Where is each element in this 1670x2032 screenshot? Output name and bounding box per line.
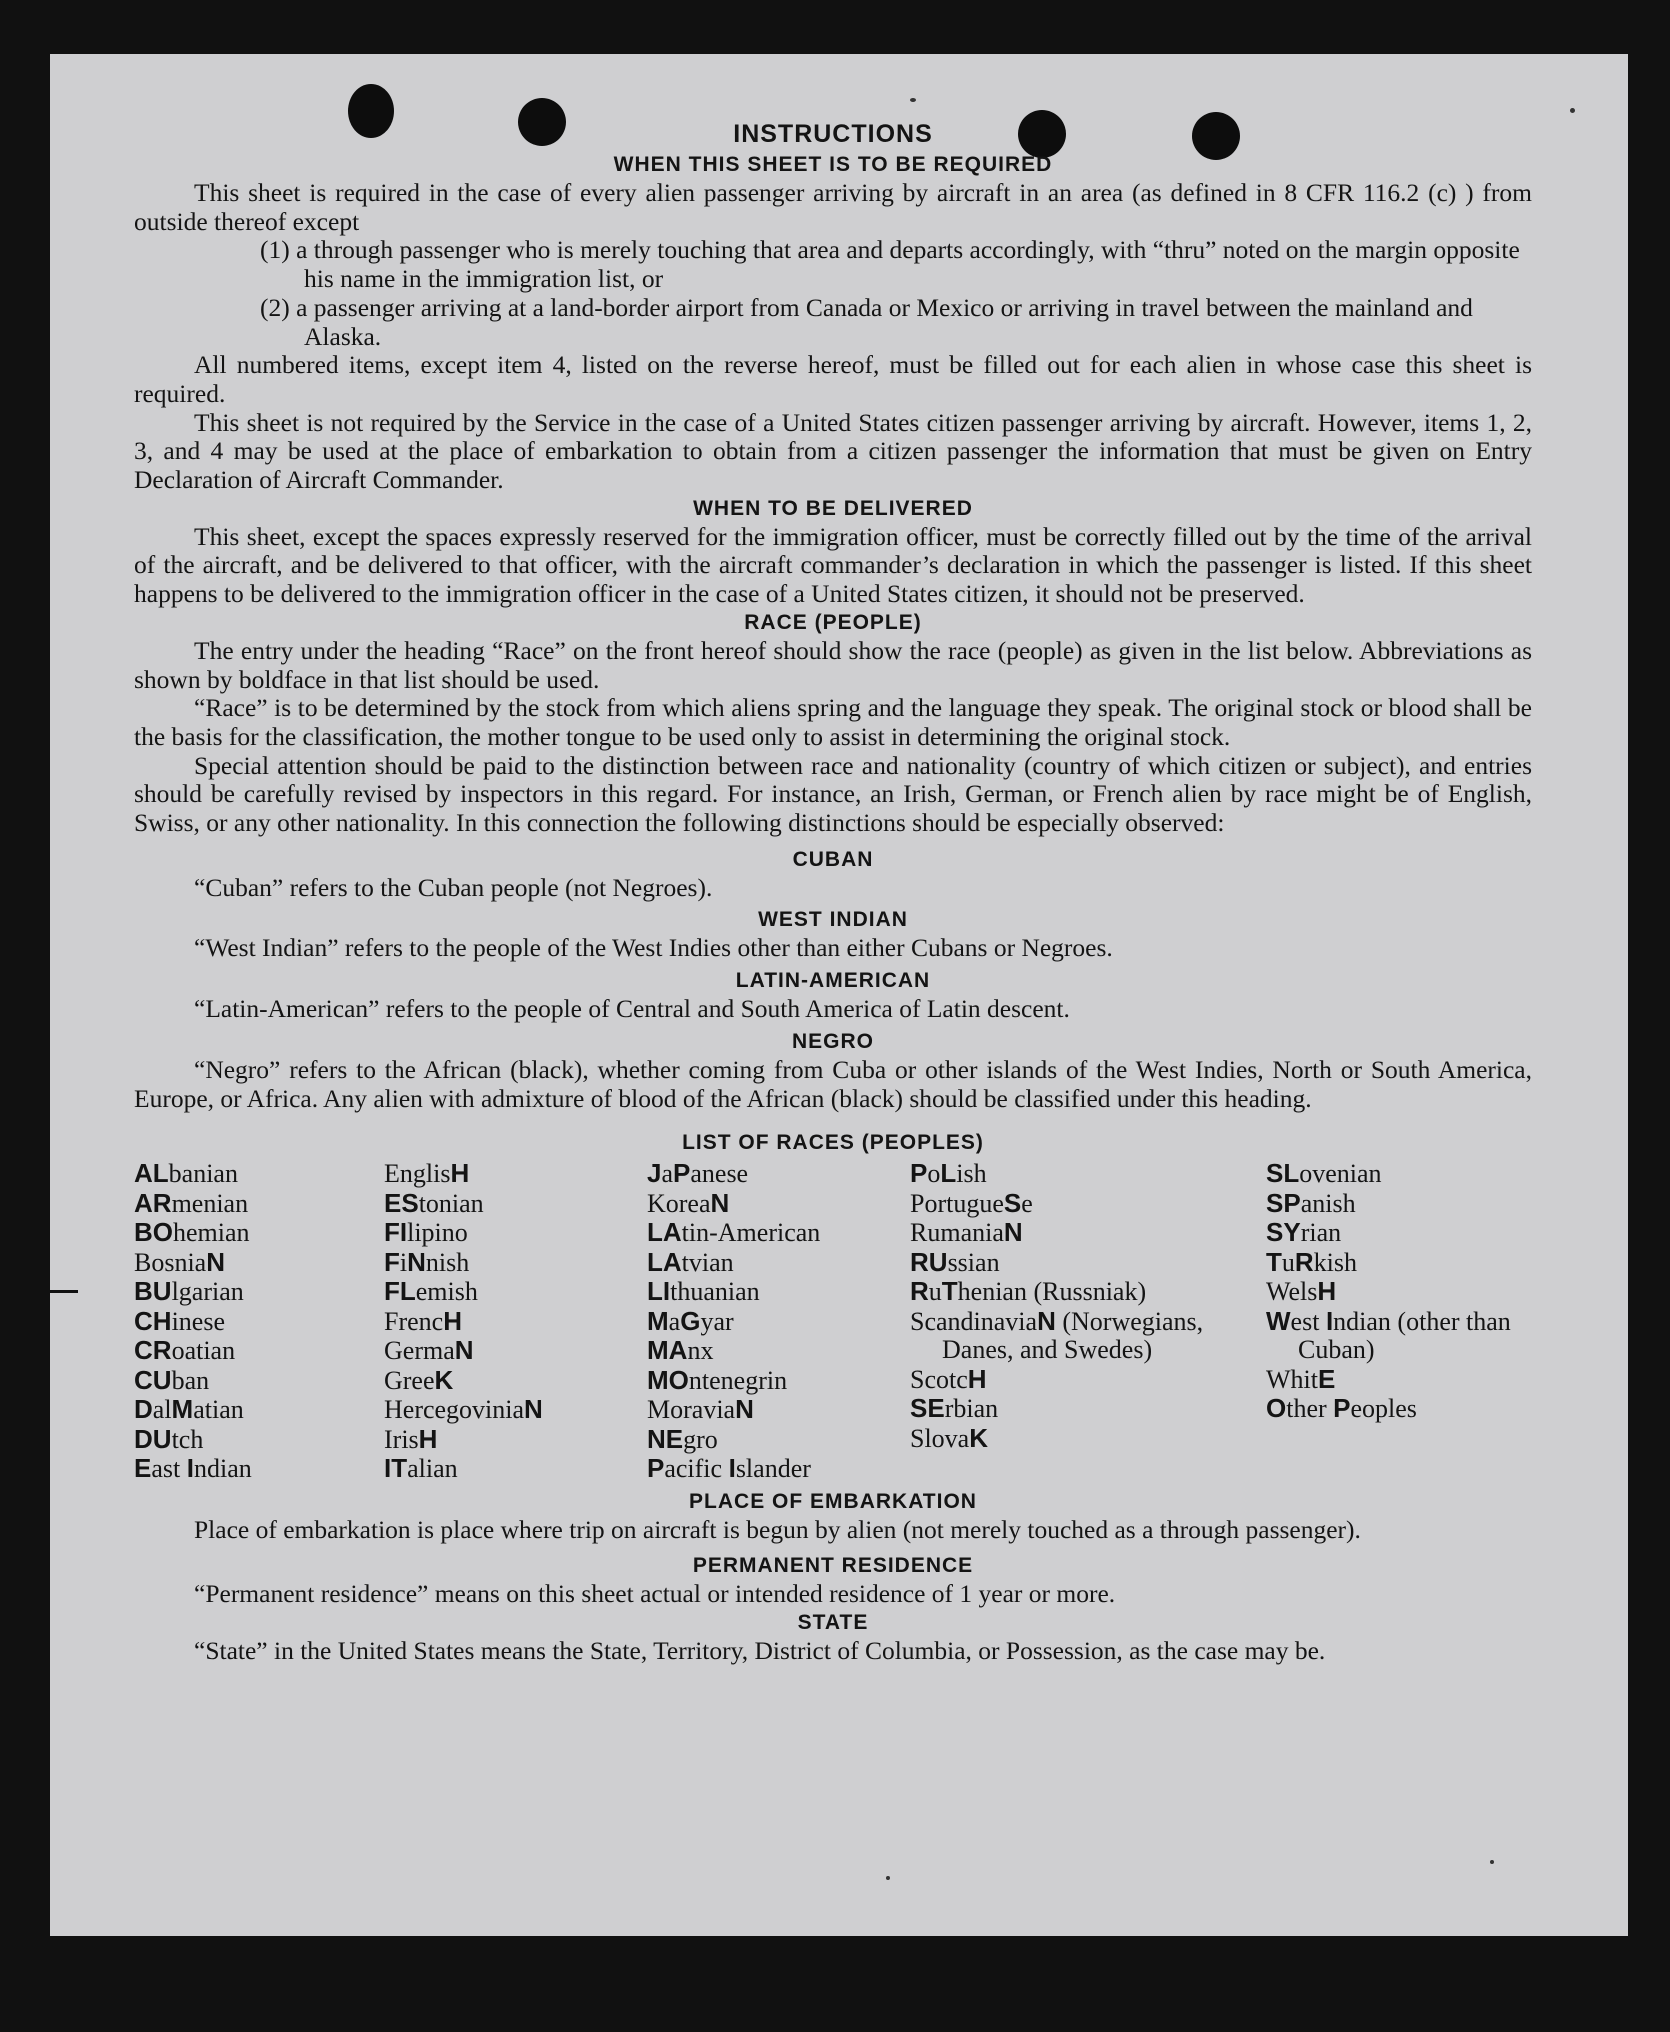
race-list-column xyxy=(910,1159,1266,1484)
race-entry: BosniaN xyxy=(134,1246,226,1277)
race-entry: MoraviaN xyxy=(647,1394,754,1425)
required-paragraph-3: This sheet is not required by the Service in the case of a United States citizen passenger arriving by aircraft. However, items 1, 2, 3, and 4 may be used at the place of embarkation to obtain from a citizen passenger the information that must be given on Entry Declaration of Aircraft Commander. xyxy=(134,407,1532,495)
section-heading-latin-american: LATIN-AMERICAN xyxy=(735,969,931,993)
race-entry: SLovenian xyxy=(1266,1158,1382,1189)
race-entry: ScandinaviaN (Norwegians, Danes, and Swedes) xyxy=(910,1305,1204,1365)
race-entry: ITalian xyxy=(384,1453,458,1484)
race-list xyxy=(134,1159,1532,1484)
section-heading-required: WHEN THIS SHEET IS TO BE REQUIRED xyxy=(613,153,1053,176)
race-entry: DUtch xyxy=(134,1423,204,1454)
race-paragraph-1: The entry under the heading “Race” on the front hereof should show the race (people) as given in the list below. Abbreviations as shown by boldface in that list should be used. xyxy=(134,635,1532,694)
race-entry: Pacific Islander xyxy=(647,1453,811,1484)
race-entry: MAnx xyxy=(647,1335,714,1366)
race-entry: East Indian xyxy=(134,1453,252,1484)
race-entry: SYrian xyxy=(1266,1217,1342,1248)
race-entry: HercegoviniaN xyxy=(384,1394,543,1425)
west-indian-definition: “West Indian” refers to the people of the West Indies other than either Cubans or Negroes. xyxy=(194,933,1113,963)
race-entry: JaPanese xyxy=(647,1158,749,1189)
residence-definition: “Permanent residence” means on this sheet actual or intended residence of 1 year or more. xyxy=(194,1579,1116,1609)
race-entry: MOntenegrin xyxy=(647,1364,788,1395)
embarkation-definition: Place of embarkation is place where trip on aircraft is begun by alien (not merely touched as a through passenger). xyxy=(194,1514,1361,1544)
race-entry: RUssian xyxy=(910,1246,1000,1277)
race-entry: West Indian (other than Cuban) xyxy=(1266,1305,1511,1365)
race-entry: CHinese xyxy=(134,1305,225,1336)
instructions-content xyxy=(134,117,1532,1666)
race-entry: PortugueSe xyxy=(910,1187,1033,1218)
race-entry: RuThenian (Russniak) xyxy=(910,1276,1147,1307)
race-entry: FIlipino xyxy=(384,1217,468,1248)
page-title: INSTRUCTIONS xyxy=(733,120,933,148)
race-entry: WhitE xyxy=(1266,1363,1336,1394)
race-list-column xyxy=(1266,1159,1532,1484)
section-heading-state: STATE xyxy=(797,1611,869,1635)
race-entry: FrencH xyxy=(384,1305,462,1336)
race-entry: NEgro xyxy=(647,1423,718,1454)
section-heading-embarkation: PLACE OF EMBARKATION xyxy=(689,1489,977,1513)
race-entry: RumaniaN xyxy=(910,1217,1023,1248)
race-entry: BOhemian xyxy=(134,1217,250,1248)
race-entry: CRoatian xyxy=(134,1335,236,1366)
race-entry: CUban xyxy=(134,1364,210,1395)
section-heading-negro: NEGRO xyxy=(791,1029,874,1053)
race-entry: ScotcH xyxy=(910,1363,987,1394)
race-entry: SPanish xyxy=(1266,1187,1356,1218)
section-heading-cuban: CUBAN xyxy=(792,847,874,871)
race-entry: BUlgarian xyxy=(134,1276,244,1307)
race-entry: LIthuanian xyxy=(647,1276,760,1307)
race-entry: EStonian xyxy=(384,1187,484,1218)
race-entry: SlovaK xyxy=(910,1422,989,1453)
race-entry: ALbanian xyxy=(134,1158,238,1189)
exception-2: (2) a passenger arriving at a land-border airport from Canada or Mexico or arriving in travel between the mainland and Alaska. xyxy=(260,292,1473,351)
required-intro: This sheet is required in the case of every alien passenger arriving by aircraft in an area (as defined in 8 CFR 116.2 (c) ) from outside thereof except xyxy=(134,178,1532,236)
exception-1: (1) a through passenger who is merely touching that area and departs accordingly, with “thru” noted on the margin opposite his name in the immigration list, or xyxy=(260,235,1520,294)
section-heading-residence: PERMANENT RESIDENCE xyxy=(692,1554,974,1578)
race-entry: LAtvian xyxy=(647,1246,734,1277)
state-definition: “State” in the United States means the State, Territory, District of Columbia, or Possession, as the case may be. xyxy=(194,1636,1326,1666)
delivered-paragraph: This sheet, except the spaces expressly reserved for the immigration officer, must be correctly filled out by the time of the arrival of the aircraft, and be delivered to that officer, with the aircraft commander’s declaration in which the passenger is listed. If this sheet happens to be delivered to the immigration officer in the case of a United States citizen, it should not be preserved. xyxy=(134,521,1532,609)
race-entry: TuRkish xyxy=(1266,1246,1358,1277)
margin-arrow xyxy=(40,1290,78,1293)
section-heading-race: RACE (PEOPLE) xyxy=(744,610,922,634)
race-entry: GermaN xyxy=(384,1335,474,1366)
section-heading-delivered: WHEN TO BE DELIVERED xyxy=(693,496,973,520)
race-entry: FLemish xyxy=(384,1276,478,1307)
race-entry: EnglisH xyxy=(384,1158,470,1189)
race-list-column xyxy=(647,1159,910,1484)
cuban-definition: “Cuban” refers to the Cuban people (not Negroes). xyxy=(194,872,713,902)
negro-definition: “Negro” refers to the African (black), whether coming from Cuba or other islands of the West Indies, North or South America, Europe, or Africa. Any alien with admixture of blood of the African (black) should be classified under this heading. xyxy=(134,1054,1532,1113)
race-entry: IrisH xyxy=(384,1423,438,1454)
race-entry: WelsH xyxy=(1266,1276,1337,1307)
race-entry: ARmenian xyxy=(134,1187,249,1218)
required-paragraph-2: All numbered items, except item 4, listed on the reverse hereof, must be filled out for each alien in whose case this sheet is required. xyxy=(134,350,1532,408)
race-entry: LAtin-American xyxy=(647,1217,821,1248)
race-entry: DalMatian xyxy=(134,1394,244,1425)
race-paragraph-2: “Race” is to be determined by the stock from which aliens spring and the language they speak. The original stock or blood shall be the basis for the classification, the mother tongue to be used only to assist in determining the original stock. xyxy=(134,693,1532,751)
race-entry: Other Peoples xyxy=(1266,1393,1417,1424)
section-heading-race-list: LIST OF RACES (PEOPLES) xyxy=(682,1131,984,1155)
race-entry: GreeK xyxy=(384,1364,454,1395)
race-entry: MaGyar xyxy=(647,1305,734,1336)
race-paragraph-3: Special attention should be paid to the distinction between race and nationality (country of which citizen or subject), and entries should be carefully revised by inspectors in this regard. For instance, an Irish, German, or French alien by race might be of English, Swiss, or any other nationality. In this connection the following distinctions should be especially observed: xyxy=(134,750,1532,838)
section-heading-west-indian: WEST INDIAN xyxy=(758,908,908,932)
race-entry: FiNnish xyxy=(384,1246,470,1277)
race-entry: SErbian xyxy=(910,1393,999,1424)
race-entry: KoreaN xyxy=(647,1187,730,1218)
race-entry: PoLish xyxy=(910,1158,987,1189)
race-list-column xyxy=(384,1159,647,1484)
race-list-column xyxy=(134,1159,384,1484)
latin-american-definition: “Latin-American” refers to the people of Central and South America of Latin descent. xyxy=(194,994,1070,1024)
